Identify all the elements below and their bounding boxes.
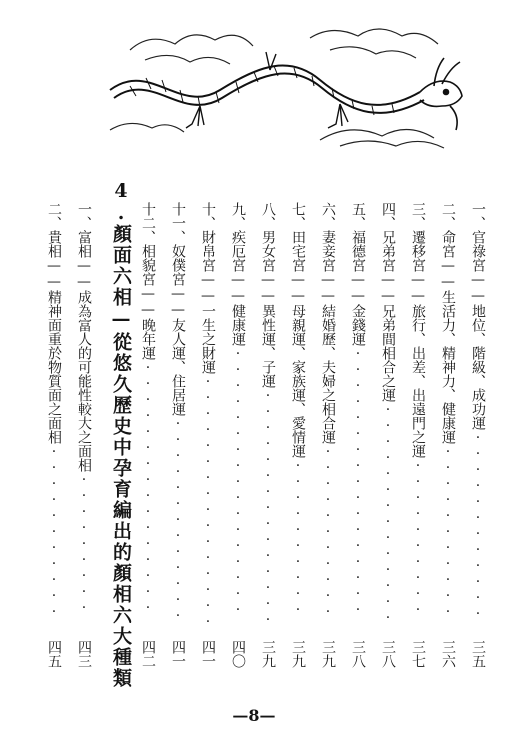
- page-number: —8—: [232, 706, 276, 725]
- toc-entry-page: 四一: [200, 640, 216, 668]
- toc-entry-label: 七、田宅宮——母親運、家族運、愛情運 ·····: [286, 202, 310, 622]
- toc-entry[interactable]: [316, 202, 340, 698]
- toc-entry[interactable]: [406, 202, 430, 698]
- toc-entry-page: 三九: [260, 640, 276, 668]
- toc-entry-page: 四三: [76, 640, 92, 668]
- toc-entry-label: 四、兄弟宮——兄弟間相合之運 ·····: [376, 202, 400, 622]
- section-title: 顏面六相—從悠久歷史中孕育編出的顏相六大種類: [110, 224, 132, 689]
- toc-entry[interactable]: [466, 202, 490, 698]
- toc-entry-label: 三、遷移宮——旅行、出差、出遠門之運 ·····: [406, 202, 430, 622]
- toc-entry-page: 三九: [320, 640, 336, 668]
- toc-entry-label: 十一、奴僕宮——友人運、住居運 ·····: [166, 202, 190, 622]
- toc-entry-label: 五、福德宮——金錢運 ·····: [346, 202, 370, 622]
- toc-entry[interactable]: [286, 202, 310, 698]
- toc-entry[interactable]: [346, 202, 370, 698]
- toc-entry-label: 八、男女宮——異性運、子運 ·····: [256, 202, 280, 622]
- toc-entry-page: 四〇: [230, 640, 246, 668]
- section-heading[interactable]: [106, 180, 136, 690]
- toc-entry-label: 十二、相貌宮——晚年運 ·····: [136, 202, 160, 622]
- toc-entry-page: 三七: [410, 640, 426, 668]
- toc-entry[interactable]: [136, 202, 160, 698]
- toc-entry[interactable]: [226, 202, 250, 698]
- section-number: 4.: [110, 180, 132, 224]
- toc-entry-page: 三五: [470, 640, 486, 668]
- toc-entry-page: 四二: [140, 640, 156, 668]
- toc-entry-label: 十、財帛宮——一生之財運 ·····: [196, 202, 220, 622]
- toc-entry-label: 二、命宮——生活力、精神力、健康運 ·····: [436, 202, 460, 622]
- toc-entry-label: 九、疾厄宮——健康運 ·····: [226, 202, 250, 622]
- toc-entry[interactable]: [42, 202, 66, 698]
- toc-entry-page: 四五: [46, 640, 62, 668]
- toc-entry-label: 六、妻妾宮——結婚歷、夫婦之相合運 ·····: [316, 202, 340, 622]
- toc-entry-page: 四一: [170, 640, 186, 668]
- toc-entry-page: 三八: [350, 640, 366, 668]
- toc-entry[interactable]: [72, 202, 96, 698]
- toc-entry-label: 一、官祿宮——地位、階級、成功運 ·····: [466, 202, 490, 622]
- toc-entry-page: 三九: [290, 640, 306, 668]
- toc-entry[interactable]: [196, 202, 220, 698]
- toc-entry[interactable]: [376, 202, 400, 698]
- toc-entry-label: 一、富相——成為富人的可能性較大之面相 ·····: [72, 202, 96, 622]
- toc-entry-page: 三八: [380, 640, 396, 668]
- toc-entry[interactable]: [166, 202, 190, 698]
- toc-entry[interactable]: [436, 202, 460, 698]
- toc-entry-label: 二、貴相——精神面重於物質面之面相 ·····: [42, 202, 66, 622]
- toc-entry-page: 三六: [440, 640, 456, 668]
- toc-entry[interactable]: [256, 202, 280, 698]
